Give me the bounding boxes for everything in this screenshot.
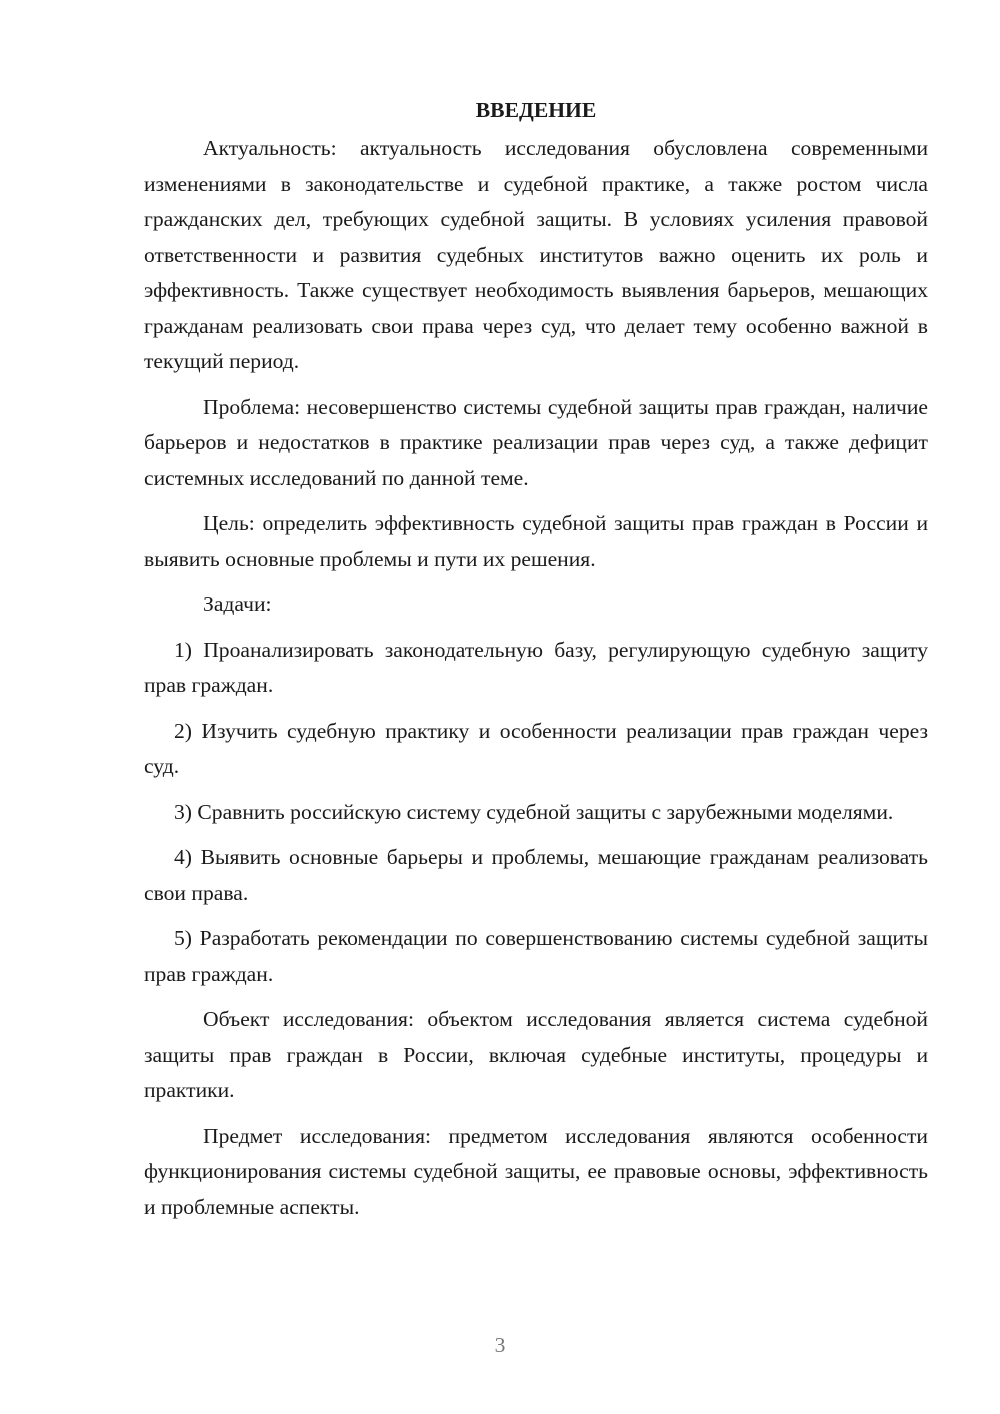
goal-paragraph: Цель: определить эффективность судебной защиты прав граждан в России и выявить основные проблемы и пути их решения. <box>144 511 928 571</box>
task-item-4: 4) Выявить основные барьеры и проблемы, мешающие гражданам реализовать свои права. <box>144 845 928 905</box>
task-item-3: 3) Сравнить российскую систему судебной защиты с зарубежными моделями. <box>174 799 894 824</box>
task-item-1: 1) Проанализировать законодательную базу, регулирующую судебную защиту прав граждан. <box>144 637 928 697</box>
page-number: 3 <box>494 1333 506 1357</box>
subject-paragraph: Предмет исследования: предметом исследования являются особенности функционирования системы судебной защиты, ее правовые основы, эффективность и проблемные аспекты. <box>144 1123 928 1219</box>
page-title: ВВЕДЕНИЕ <box>475 98 597 122</box>
page-body <box>144 95 928 1225</box>
object-paragraph: Объект исследования: объектом исследования является система судебной защиты прав граждан в России, включая судебные институты, процедуры и практики. <box>144 1007 928 1102</box>
task-item-2: 2) Изучить судебную практику и особенности реализации прав граждан через суд. <box>144 718 928 778</box>
relevance-paragraph: Актуальность: актуальность исследования обусловлена современными изменениями в законодательстве и судебной практике, а также ростом числа гражданских дел, требующих судебной защиты. В условиях усиления правовой ответственности и развития судебных институтов важно оценить их роль и эффективность. Также существует необходимость выявления барьеров, мешающих гражданам реализовать свои права через суд, что делает тему особенно важной в текущий период. <box>144 136 928 373</box>
problem-paragraph: Проблема: несовершенство системы судебной защиты прав граждан, наличие барьеров и недостатков в практике реализации прав через суд, а также дефицит системных исследований по данной теме. <box>144 394 928 490</box>
task-item-5: 5) Разработать рекомендации по совершенствованию системы судебной защиты прав граждан. <box>144 926 928 986</box>
tasks-heading: Задачи: <box>203 592 272 616</box>
